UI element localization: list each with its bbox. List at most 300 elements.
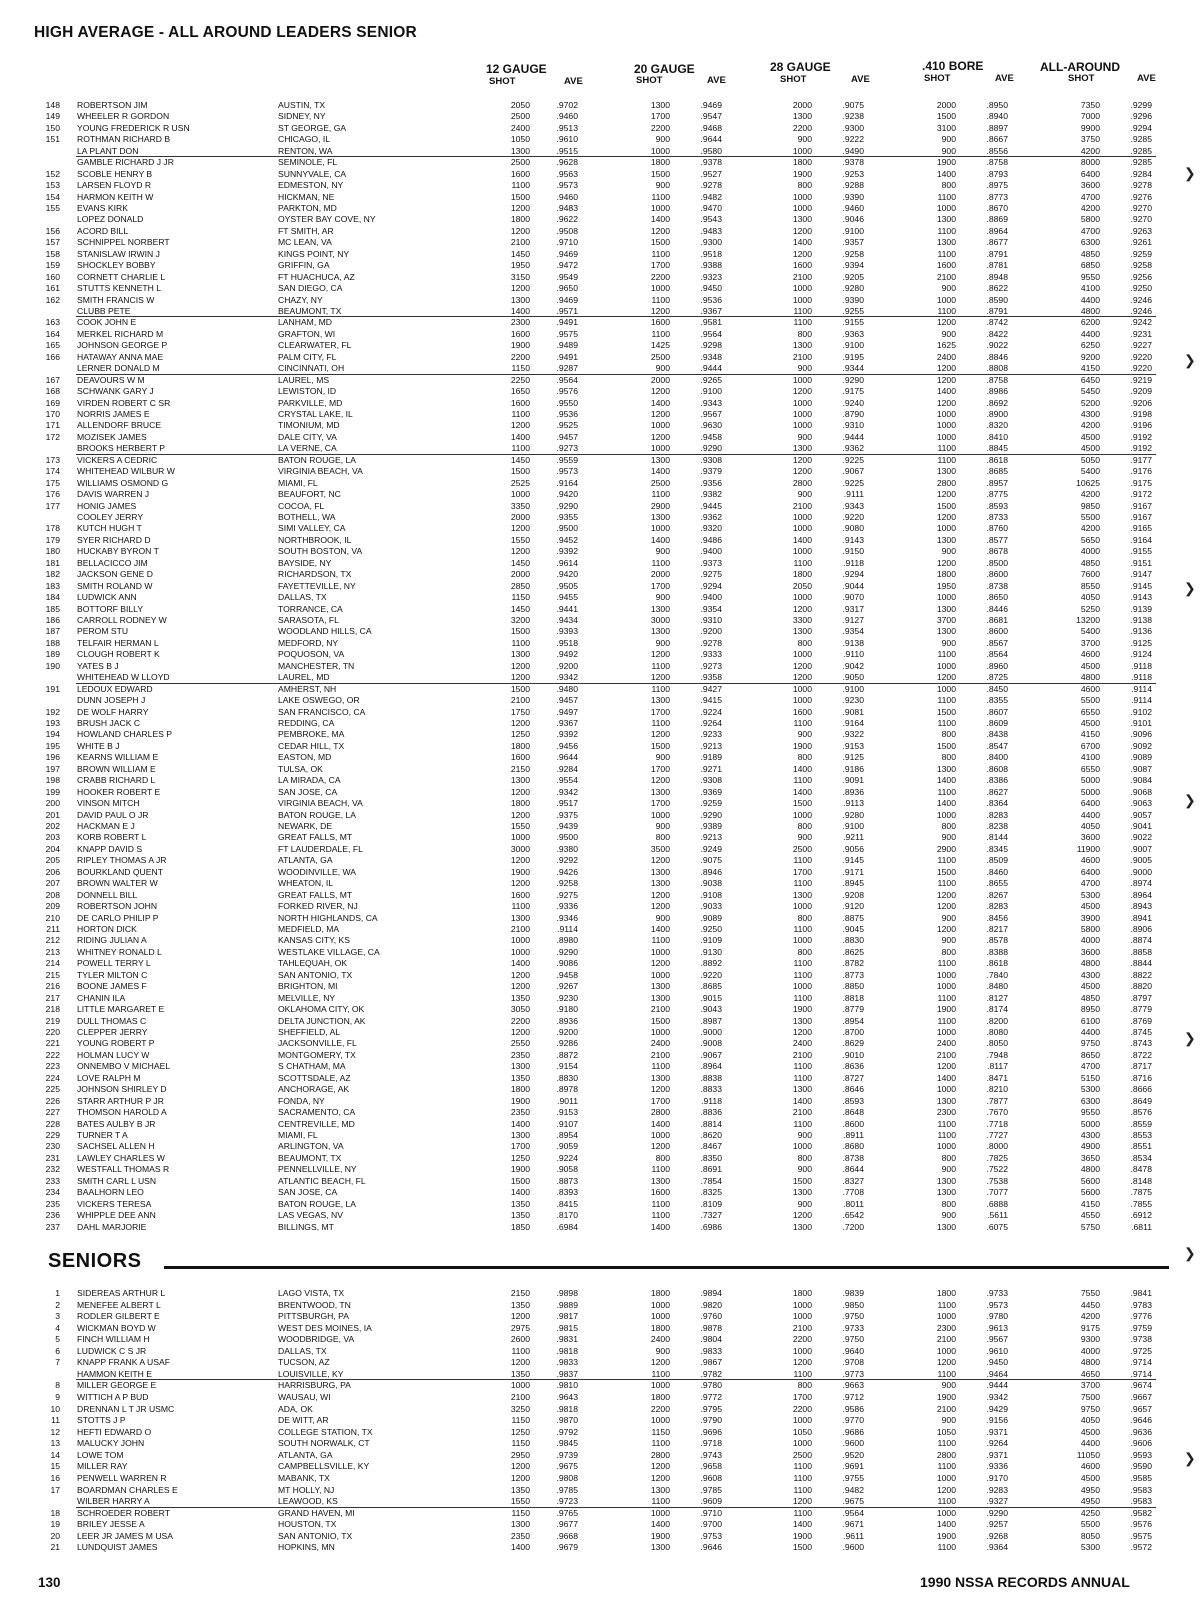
hometown: ANCHORAGE, AK: [278, 1084, 350, 1095]
shot-410-bore: 900: [941, 546, 956, 557]
member-name: DULL THOMAS C: [77, 1015, 147, 1026]
shot-410-bore: 900: [941, 1380, 956, 1391]
member-name: CARROLL RODNEY W: [77, 615, 167, 626]
hometown: NORTH HIGHLANDS, CA: [278, 912, 378, 923]
hometown: FAYETTEVILLE, NY: [278, 580, 356, 591]
table-row: [0, 752, 1200, 763]
shot-all-around: 3700: [1080, 1380, 1100, 1391]
rank: 231: [45, 1152, 60, 1163]
ave-28-gauge: .9708: [842, 1357, 864, 1368]
shot-410-bore: 1200: [936, 1061, 956, 1072]
shot-12-gauge: 1000: [510, 935, 530, 946]
shot-28-gauge: 1100: [793, 718, 812, 729]
hometown: SOUTH NORWALK, CT: [278, 1438, 370, 1449]
shot-20-gauge: 1000: [650, 1507, 670, 1518]
member-name: HACKMAN E J: [77, 821, 135, 832]
shot-410-bore: 900: [941, 1164, 956, 1175]
shot-all-around: 4200: [1080, 523, 1100, 534]
ave-28-gauge: .8782: [842, 958, 864, 969]
shot-12-gauge: 1200: [510, 1357, 530, 1368]
ave-all-around: .9276: [1130, 191, 1152, 202]
shot-410-bore: 1000: [936, 523, 956, 534]
hometown: LAUREL, MS: [278, 374, 330, 385]
shot-12-gauge: 1800: [510, 740, 530, 751]
table-row: [0, 1061, 1200, 1072]
table-row: [0, 1187, 1200, 1198]
member-name: PEROM STU: [77, 626, 129, 637]
member-name: BRILEY JESSE A: [77, 1519, 145, 1530]
ave-20-gauge: .9804: [700, 1334, 722, 1345]
rank: 215: [45, 969, 60, 980]
ave-20-gauge: .9008: [700, 1038, 722, 1049]
shot-all-around: 4300: [1080, 409, 1100, 419]
ave-all-around: .9582: [1130, 1507, 1152, 1518]
ave-all-around: .9667: [1130, 1392, 1152, 1403]
ave-12-gauge: .9870: [556, 1415, 578, 1426]
shot-all-around: 4700: [1080, 878, 1100, 889]
shot-all-around: 6400: [1080, 866, 1100, 877]
rank: 211: [46, 924, 60, 935]
ave-28-gauge: .9343: [842, 500, 864, 511]
ave-all-around: .8553: [1130, 1130, 1152, 1141]
ave-all-around: .9572: [1130, 1542, 1152, 1553]
ave-12-gauge: .9845: [556, 1438, 578, 1449]
shot-all-around: 6450: [1080, 374, 1100, 385]
shot-all-around: 8050: [1080, 1530, 1100, 1541]
shot-410-bore: 900: [941, 637, 956, 648]
ave-12-gauge: .9420: [556, 569, 578, 580]
shot-28-gauge: 1100: [793, 1368, 812, 1379]
shot-all-around: 4600: [1080, 649, 1100, 660]
shot-all-around: 6850: [1080, 260, 1100, 271]
ave-12-gauge: .9180: [556, 1004, 578, 1015]
ave-12-gauge: .9355: [556, 512, 578, 523]
shot-20-gauge: 1000: [650, 969, 670, 980]
shot-all-around: 5300: [1080, 1084, 1100, 1095]
member-name: LITTLE MARGARET E: [77, 1004, 165, 1015]
ave-12-gauge: .9677: [556, 1519, 578, 1530]
rank: 148: [45, 100, 60, 110]
ave-410-bore: .8509: [986, 855, 1008, 866]
shot-20-gauge: 1200: [650, 729, 670, 740]
rank: 158: [45, 248, 60, 259]
rank: 176: [45, 489, 60, 500]
member-name: DE WOLF HARRY: [77, 706, 149, 717]
ave-410-bore: .8283: [986, 809, 1008, 820]
shot-20-gauge: 1000: [650, 1027, 670, 1038]
ave-all-around: .9124: [1130, 649, 1152, 660]
shot-all-around: 4800: [1080, 672, 1100, 683]
ave-20-gauge: .9782: [700, 1368, 722, 1379]
shot-20-gauge: 1800: [650, 157, 670, 168]
shot-all-around: 5300: [1080, 1542, 1100, 1553]
ave-12-gauge: .9675: [556, 1461, 578, 1472]
shot-410-bore: 1100: [937, 248, 956, 259]
hometown: DALLAS, TX: [278, 1345, 327, 1356]
member-name: WHITEHEAD W LLOYD: [77, 672, 170, 683]
shot-all-around: 4200: [1080, 203, 1100, 213]
shot-all-around: 4500: [1080, 901, 1100, 912]
shot-12-gauge: 1100: [511, 180, 530, 191]
rank: 180: [45, 546, 60, 557]
rank: 197: [45, 763, 60, 774]
ave-12-gauge: .9491: [556, 317, 578, 328]
shot-28-gauge: 2200: [792, 122, 812, 133]
shot-410-bore: 2400: [936, 351, 956, 362]
ave-410-bore: .8986: [986, 386, 1008, 397]
ave-410-bore: .8410: [986, 431, 1008, 442]
table-row: [0, 1404, 1200, 1415]
shot-28-gauge: 1100: [793, 855, 812, 866]
ave-410-bore: .8210: [986, 1084, 1008, 1095]
shot-410-bore: 1500: [936, 866, 956, 877]
ave-28-gauge: .9394: [842, 260, 864, 271]
ave-28-gauge: .8779: [842, 1004, 864, 1015]
table-row: [0, 1369, 1200, 1380]
ave-12-gauge: .6984: [556, 1221, 578, 1232]
hometown: MC LEAN, VA: [278, 237, 332, 248]
ave-28-gauge: .9067: [842, 466, 864, 477]
table-row: [0, 1164, 1200, 1175]
member-name: VIRDEN ROBERT C SR: [77, 397, 171, 408]
ave-12-gauge: .9420: [556, 489, 578, 500]
ave-410-bore: .7840: [986, 969, 1008, 980]
ave-12-gauge: .9500: [556, 523, 578, 534]
shot-410-bore: 1100: [937, 958, 956, 969]
ave-all-around: .9714: [1130, 1357, 1152, 1368]
shot-410-bore: 2800: [936, 477, 956, 488]
shot-28-gauge: 1300: [792, 214, 812, 225]
member-name: DRENNAN L T JR USMC: [77, 1403, 175, 1414]
ave-12-gauge: .9457: [556, 695, 578, 706]
sub-ave-5: AVE: [1137, 73, 1156, 84]
shot-410-bore: 3700: [936, 615, 956, 626]
table-row: [0, 192, 1200, 203]
ave-12-gauge: .9810: [556, 1380, 578, 1391]
shot-20-gauge: 1700: [650, 798, 670, 809]
ave-12-gauge: .9346: [556, 912, 578, 923]
shot-20-gauge: 1300: [650, 626, 670, 637]
hometown: TAHLEQUAH, OK: [278, 958, 348, 969]
hometown: LA MIRADA, CA: [278, 775, 341, 786]
ave-20-gauge: .9867: [700, 1357, 722, 1368]
shot-410-bore: 1200: [936, 889, 956, 900]
shot-all-around: 4700: [1080, 1061, 1100, 1072]
shot-410-bore: 1000: [936, 592, 956, 603]
member-name: ROTHMAN RICHARD B: [77, 134, 171, 145]
shot-28-gauge: 1400: [792, 763, 812, 774]
shot-20-gauge: 900: [655, 821, 670, 832]
shot-20-gauge: 2100: [650, 1049, 670, 1060]
ave-28-gauge: .9220: [842, 512, 864, 523]
ave-410-bore: .8618: [986, 454, 1008, 465]
shot-20-gauge: 1400: [650, 397, 670, 408]
rank: 166: [45, 351, 60, 362]
ave-all-around: .9145: [1130, 580, 1152, 591]
shot-12-gauge: 3200: [510, 615, 530, 626]
table-row: [0, 569, 1200, 580]
ave-20-gauge: .9780: [700, 1380, 722, 1391]
ave-20-gauge: .9213: [700, 832, 722, 843]
shot-20-gauge: 1400: [650, 534, 670, 545]
shot-28-gauge: 1800: [792, 1288, 812, 1298]
rank: 196: [45, 752, 60, 763]
ave-20-gauge: .9224: [700, 706, 722, 717]
shot-28-gauge: 1050: [792, 1426, 812, 1437]
hometown: VIRGINIA BEACH, VA: [278, 798, 363, 809]
ave-28-gauge: .8738: [842, 1152, 864, 1163]
ave-all-around: .9063: [1130, 798, 1152, 809]
table-row: [0, 295, 1200, 306]
shot-all-around: 4500: [1080, 443, 1100, 454]
hometown: TIMONIUM, MD: [278, 420, 340, 431]
shot-20-gauge: 1000: [650, 1311, 670, 1322]
hometown: ATLANTA, GA: [278, 855, 333, 866]
ave-all-around: .9776: [1130, 1311, 1152, 1322]
rank: 150: [45, 122, 60, 133]
shot-12-gauge: 1400: [510, 306, 530, 316]
ave-410-bore: .8578: [986, 935, 1008, 946]
rank: 178: [45, 523, 60, 534]
rank: 222: [45, 1049, 60, 1060]
shot-all-around: 8650: [1080, 1049, 1100, 1060]
shot-12-gauge: 1200: [510, 672, 530, 683]
shot-410-bore: 1200: [936, 557, 956, 568]
ave-20-gauge: .9369: [700, 786, 722, 797]
shot-12-gauge: 1350: [510, 1299, 530, 1310]
shot-28-gauge: 2100: [792, 351, 812, 362]
shot-28-gauge: 1400: [792, 534, 812, 545]
sub-shot-5: SHOT: [1068, 73, 1095, 84]
ave-12-gauge: .9643: [556, 1392, 578, 1403]
shot-410-bore: 1400: [936, 775, 956, 786]
ave-20-gauge: .9567: [700, 409, 722, 419]
shot-12-gauge: 1900: [510, 866, 530, 877]
ave-20-gauge: .9310: [700, 615, 722, 626]
table-row: [0, 1096, 1200, 1107]
ave-all-around: .9143: [1130, 592, 1152, 603]
ave-28-gauge: .9100: [842, 683, 864, 694]
table-row: [0, 1531, 1200, 1542]
ave-410-bore: .8791: [986, 306, 1008, 316]
rank: 214: [45, 958, 60, 969]
ave-20-gauge: .9343: [700, 397, 722, 408]
shot-all-around: 4050: [1080, 592, 1100, 603]
member-name: LOVE RALPH M: [77, 1072, 141, 1083]
ave-12-gauge: .9380: [556, 843, 578, 854]
hometown: BOTHELL, WA: [278, 512, 336, 523]
shot-28-gauge: 900: [797, 1130, 812, 1141]
shot-20-gauge: 1600: [650, 1187, 670, 1198]
shot-all-around: 4100: [1080, 752, 1100, 763]
ave-20-gauge: .9220: [700, 969, 722, 980]
shot-28-gauge: 2000: [792, 100, 812, 110]
shot-410-bore: 1000: [936, 969, 956, 980]
ave-20-gauge: .9609: [700, 1496, 722, 1507]
ave-410-bore: .8758: [986, 157, 1008, 168]
ave-all-around: .9294: [1130, 122, 1152, 133]
shot-12-gauge: 1200: [510, 225, 530, 236]
hometown: DELTA JUNCTION, AK: [278, 1015, 366, 1026]
hometown: BATON ROUGE, LA: [278, 1198, 356, 1209]
hometown: LAKE OSWEGO, OR: [278, 695, 360, 706]
ave-410-bore: .8678: [986, 546, 1008, 557]
ave-all-around: .9125: [1130, 637, 1152, 648]
rank: 170: [45, 409, 60, 419]
ave-410-bore: .8577: [986, 534, 1008, 545]
shot-12-gauge: 1400: [510, 1187, 530, 1198]
member-name: WESTFALL THOMAS R: [77, 1164, 170, 1175]
ave-20-gauge: .9458: [700, 431, 722, 442]
ave-20-gauge: .9772: [700, 1392, 722, 1403]
shot-410-bore: 1300: [936, 763, 956, 774]
shot-all-around: 4150: [1080, 363, 1100, 374]
sub-ave-1: AVE: [564, 76, 583, 87]
group-20-gauge: 20 GAUGE: [634, 62, 695, 76]
table-row: [0, 1508, 1200, 1519]
ave-410-bore: .9022: [986, 340, 1008, 351]
ave-all-around: .8576: [1130, 1107, 1152, 1118]
shot-410-bore: 1000: [936, 203, 956, 213]
rank: 151: [45, 134, 60, 145]
ave-28-gauge: .9390: [842, 191, 864, 202]
ave-410-bore: .7522: [986, 1164, 1008, 1175]
rank: 11: [51, 1415, 60, 1426]
table-row: [0, 684, 1200, 695]
shot-28-gauge: 1100: [793, 775, 812, 786]
hometown: AUSTIN, TX: [278, 100, 326, 110]
ave-20-gauge: .9445: [700, 500, 722, 511]
ave-20-gauge: .9100: [700, 386, 722, 397]
ave-20-gauge: .9189: [700, 752, 722, 763]
shot-20-gauge: 800: [655, 832, 670, 843]
shot-all-around: 4650: [1080, 1368, 1100, 1379]
member-name: YOUNG FREDERICK R USN: [77, 122, 190, 133]
shot-28-gauge: 1800: [792, 157, 812, 168]
ave-410-bore: .8144: [986, 832, 1008, 843]
hometown: BEAUMONT, TX: [278, 1152, 342, 1163]
ave-12-gauge: .9107: [556, 1118, 578, 1129]
hometown: CRYSTAL LAKE, IL: [278, 409, 353, 419]
rank: 15: [50, 1461, 60, 1472]
shot-12-gauge: 1100: [511, 901, 530, 912]
shot-all-around: 4500: [1080, 660, 1100, 671]
table-row: [0, 329, 1200, 340]
hometown: SEMINOLE, FL: [278, 157, 338, 168]
shot-28-gauge: 1200: [792, 672, 812, 683]
shot-28-gauge: 1200: [792, 225, 812, 236]
shot-all-around: 9850: [1080, 500, 1100, 511]
ave-all-around: .9583: [1130, 1496, 1152, 1507]
shot-12-gauge: 1800: [510, 214, 530, 225]
ave-20-gauge: .9400: [700, 546, 722, 557]
shot-all-around: 4400: [1080, 1027, 1100, 1038]
ave-410-bore: .8758: [986, 374, 1008, 385]
shot-all-around: 9900: [1080, 122, 1100, 133]
ave-28-gauge: .9586: [842, 1403, 864, 1414]
ave-28-gauge: .9225: [842, 477, 864, 488]
shot-12-gauge: 1950: [510, 260, 530, 271]
rank: 193: [45, 718, 60, 729]
ave-410-bore: .9327: [986, 1496, 1008, 1507]
table-row: [0, 1073, 1200, 1084]
table-row: [0, 798, 1200, 809]
ave-12-gauge: .8393: [556, 1187, 578, 1198]
shot-all-around: 6100: [1080, 1015, 1100, 1026]
ave-410-bore: .8733: [986, 512, 1008, 523]
shot-20-gauge: 1000: [650, 443, 670, 454]
shot-all-around: 6300: [1080, 237, 1100, 248]
table-row: [0, 1119, 1200, 1130]
shot-12-gauge: 1200: [510, 718, 530, 729]
ave-12-gauge: .9258: [556, 878, 578, 889]
ave-28-gauge: .8600: [842, 1118, 864, 1129]
shot-12-gauge: 2000: [510, 569, 530, 580]
ave-410-bore: .8590: [986, 294, 1008, 305]
ave-410-bore: .8975: [986, 180, 1008, 191]
ave-all-around: .9175: [1130, 477, 1152, 488]
shot-12-gauge: 1550: [510, 821, 530, 832]
shot-410-bore: 2100: [936, 1049, 956, 1060]
ave-28-gauge: .9357: [842, 237, 864, 248]
rank: 171: [45, 420, 60, 431]
shot-28-gauge: 1000: [792, 374, 812, 385]
rank: 5: [55, 1334, 60, 1345]
shot-410-bore: 1100: [937, 1438, 956, 1449]
ave-12-gauge: .9818: [556, 1345, 578, 1356]
rank: 175: [45, 477, 60, 488]
hometown: HARRISBURG, PA: [278, 1380, 351, 1391]
shot-410-bore: 1200: [936, 512, 956, 523]
shot-28-gauge: 1200: [792, 386, 812, 397]
shot-28-gauge: 1700: [792, 1392, 812, 1403]
table-row: [0, 512, 1200, 523]
ave-410-bore: .8460: [986, 866, 1008, 877]
shot-20-gauge: 1500: [650, 168, 670, 179]
ave-12-gauge: .9575: [556, 328, 578, 339]
shot-12-gauge: 1900: [510, 1164, 530, 1175]
shot-20-gauge: 900: [655, 1345, 670, 1356]
ave-all-around: .9220: [1130, 351, 1152, 362]
ave-28-gauge: .9110: [843, 649, 864, 660]
shot-410-bore: 1950: [936, 580, 956, 591]
hometown: PARKTON, MD: [278, 203, 337, 213]
shot-all-around: 5150: [1080, 1072, 1100, 1083]
shot-28-gauge: 800: [797, 946, 812, 957]
member-name: HOOKER ROBERT E: [77, 786, 161, 797]
shot-all-around: 9550: [1080, 271, 1100, 282]
shot-28-gauge: 1100: [793, 878, 812, 889]
shot-28-gauge: 1100: [793, 958, 812, 969]
table-row: [0, 558, 1200, 569]
shot-all-around: 9300: [1080, 1334, 1100, 1345]
table-row: [0, 1222, 1200, 1233]
shot-12-gauge: 1300: [510, 145, 530, 156]
ave-12-gauge: .8873: [556, 1175, 578, 1186]
hometown: NORTHBROOK, IL: [278, 534, 352, 545]
ave-all-around: .9585: [1130, 1472, 1152, 1483]
ave-20-gauge: .8892: [700, 958, 722, 969]
ave-12-gauge: .9458: [556, 969, 578, 980]
ave-all-around: .8779: [1130, 1004, 1152, 1015]
ave-410-bore: .9268: [986, 1530, 1008, 1541]
ave-12-gauge: .9491: [556, 351, 578, 362]
ave-20-gauge: .8691: [700, 1164, 722, 1175]
ave-28-gauge: .8700: [842, 1027, 864, 1038]
ave-410-bore: .8627: [986, 786, 1008, 797]
member-name: SMITH CARL L USN: [77, 1175, 157, 1186]
shot-20-gauge: 1000: [650, 420, 670, 431]
